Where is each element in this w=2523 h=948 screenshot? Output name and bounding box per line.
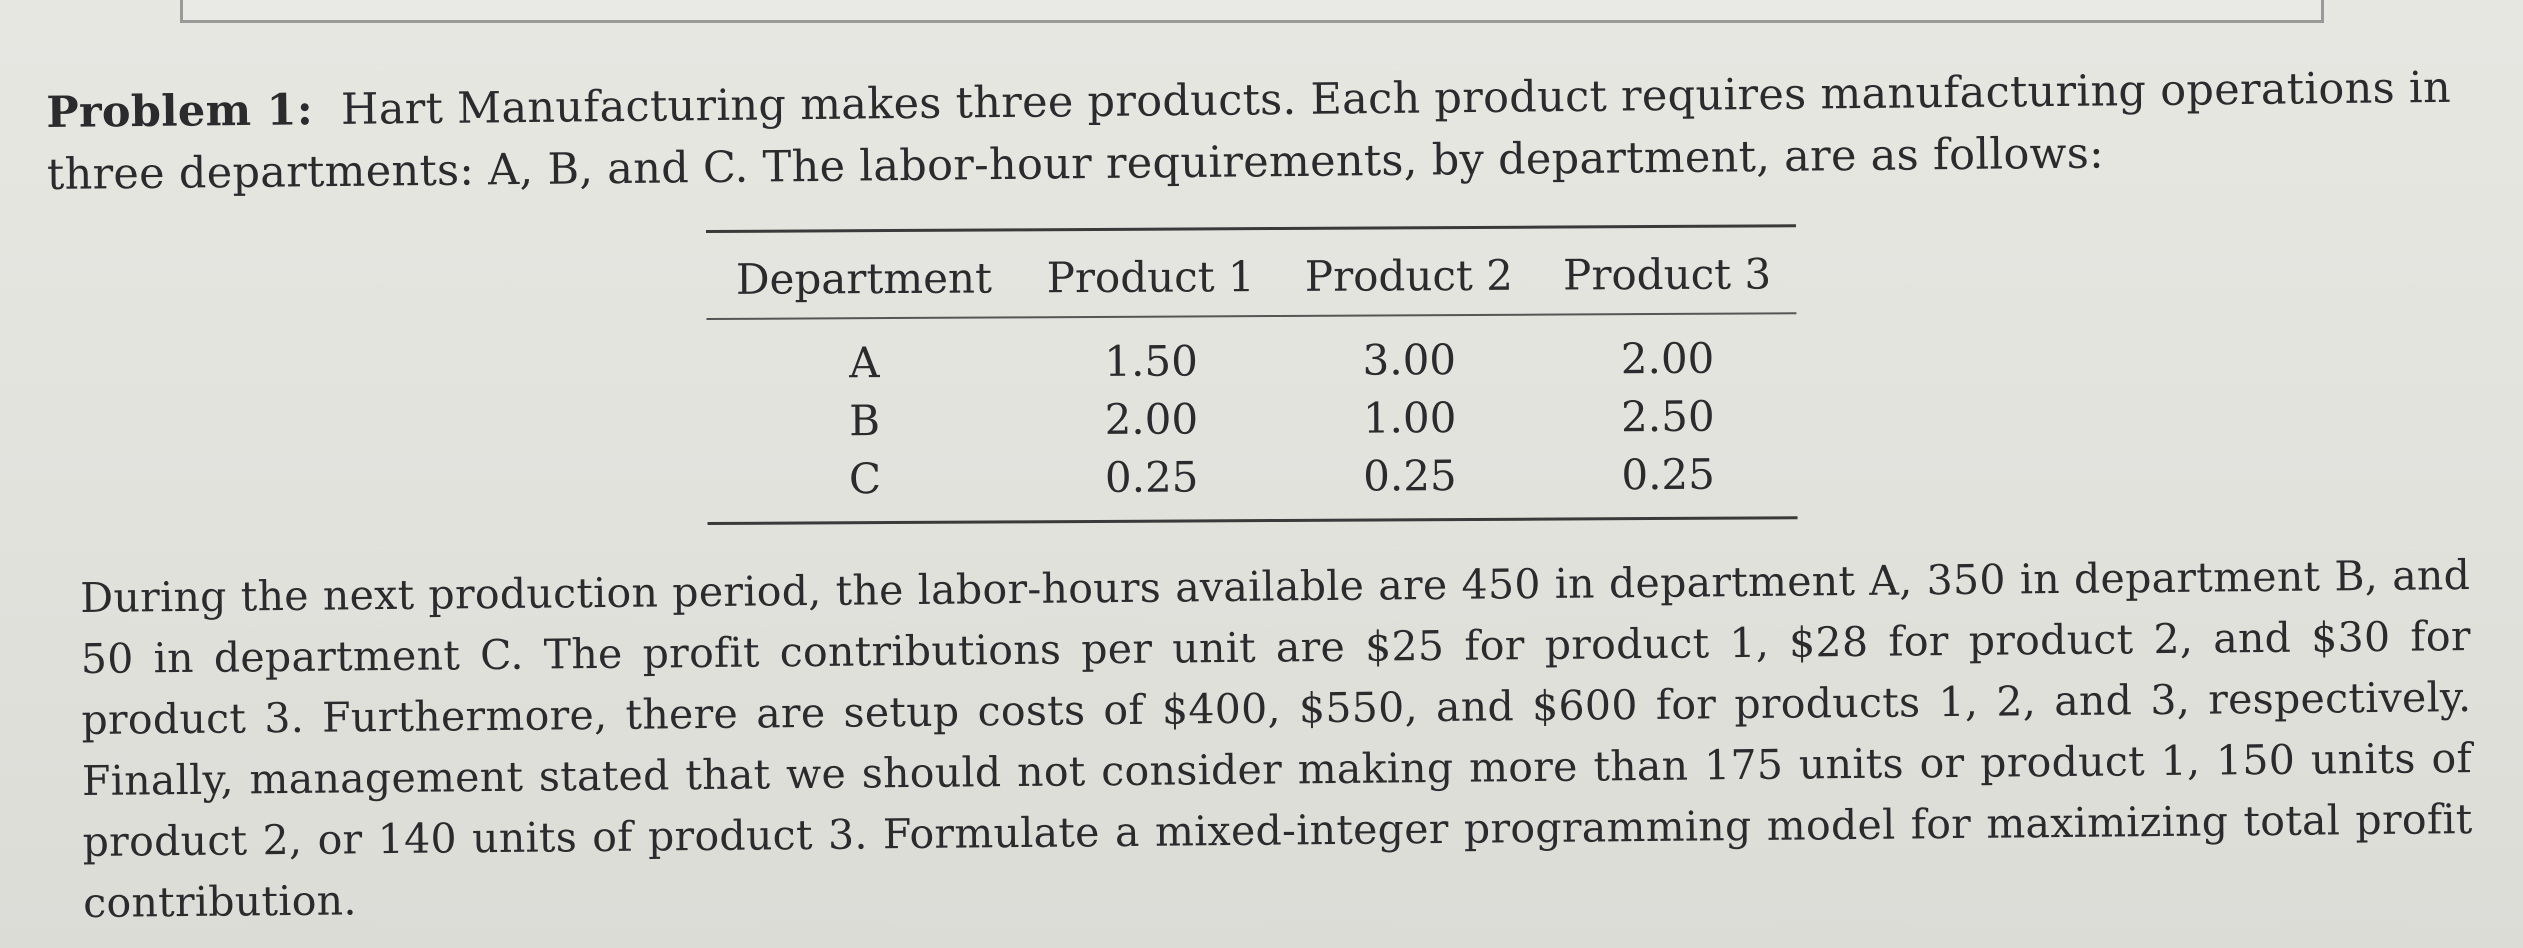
header-product-3: Product 3 — [1538, 226, 1797, 315]
cell-department: B — [849, 395, 881, 445]
header-product-2: Product 2 — [1280, 227, 1539, 316]
problem-intro-text: Hart Manufacturing makes three products. Each product requires manufacturing operations in three departments: A, B, and C. The labor-hour requirements, by department, are as follows: — [46, 62, 2452, 200]
cell-product-3: 0.25 — [1621, 449, 1716, 499]
table-row — [706, 313, 1796, 392]
cell-product-1: 1.50 — [1104, 335, 1198, 386]
labor-hour-table-wrap — [706, 224, 1808, 525]
header-department: Department — [706, 230, 1022, 319]
problem-body-text: During the next production period, the labor-hours available are 450 in department A, 350 in department B, and 50 in department C. The profit contributions per unit are $25 for product 1, $28 for product 2, and $30 for product 3. Furthermore, there are setup costs of $400, $550, and $600 for products 1, 2, and 3, respectively. Finally, management stated that we should not consider making more than 175 units or product 1, 150 units of product 2, or 140 units of product 3. Formulate a mixed-integer programming model for maximizing total profit contribution. — [80, 551, 2473, 927]
header-product-1: Product 1 — [1021, 228, 1280, 317]
cell-product-1: 2.00 — [1104, 393, 1199, 444]
cell-product-3: 2.00 — [1620, 333, 1715, 383]
header-box — [180, 0, 2324, 23]
cell-department: C — [848, 453, 882, 503]
cell-product-2: 0.25 — [1363, 450, 1457, 501]
labor-hour-table — [706, 224, 1798, 525]
problem-label: Problem 1: — [46, 85, 314, 138]
cell-product-1: 0.25 — [1104, 451, 1199, 502]
problem-intro — [46, 57, 2467, 206]
table-header-row — [706, 226, 1796, 319]
table-row — [707, 386, 1797, 450]
cell-product-3: 2.50 — [1620, 391, 1715, 441]
table-row — [707, 444, 1797, 523]
cell-product-2: 3.00 — [1362, 334, 1457, 385]
cell-department: A — [849, 337, 880, 387]
cell-product-2: 1.00 — [1362, 392, 1457, 443]
